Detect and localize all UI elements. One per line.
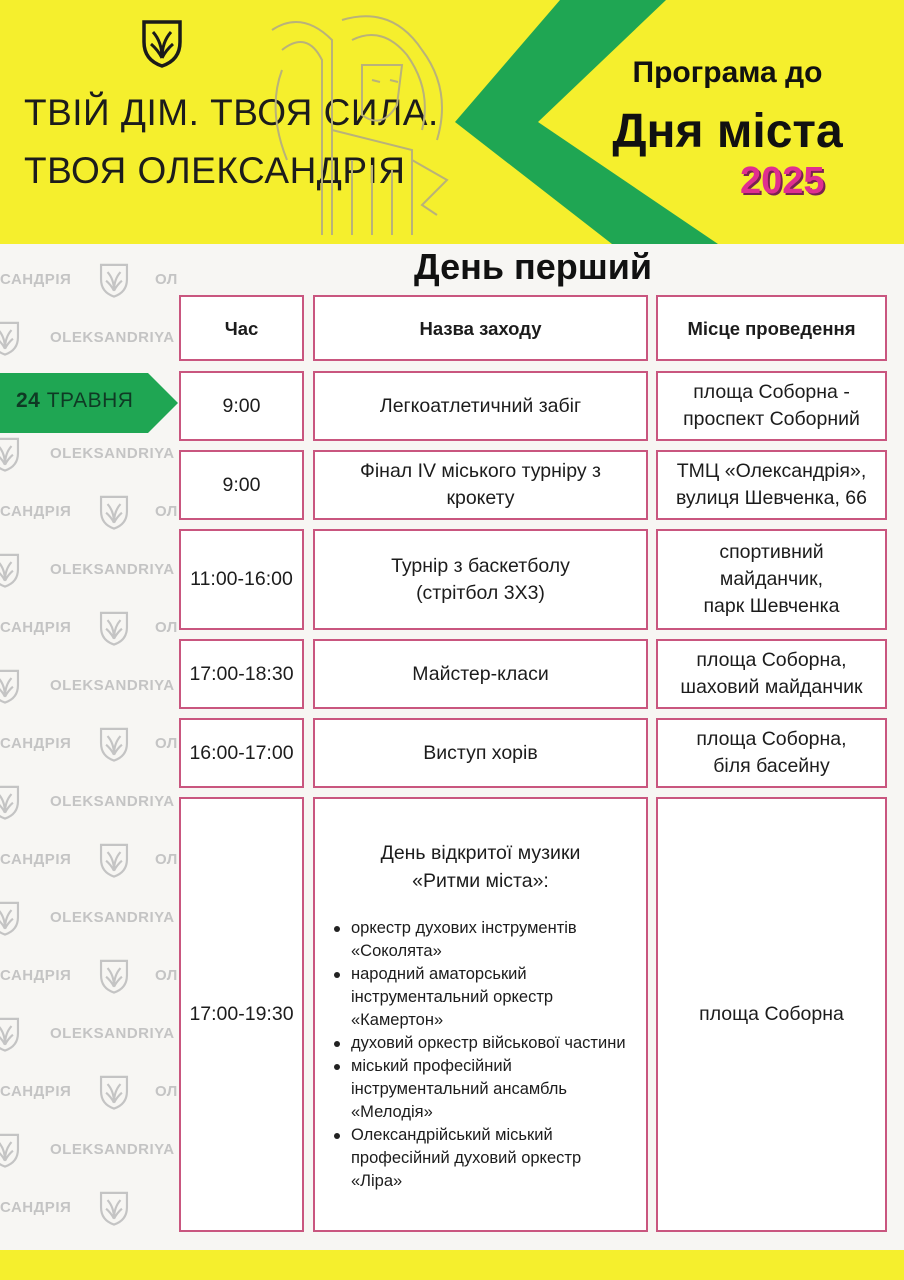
- watermark-logo-icon: [0, 784, 22, 820]
- table-cell-time: 9:00: [179, 371, 304, 441]
- music-event-title: День відкритої музики «Ритми міста»:: [380, 842, 581, 892]
- date-day: 24: [16, 389, 41, 412]
- list-item: народний аматорський інструментальний оркестр «Камертон»: [329, 963, 640, 1032]
- slogan-line-1: ТВІЙ ДІМ. ТВОЯ СИЛА.: [24, 92, 439, 133]
- table-cell-time: 16:00-17:00: [179, 718, 304, 788]
- line-art-portrait-decoration: [262, 10, 462, 235]
- watermark-text: OLEKSANDRIYA: [50, 793, 175, 810]
- watermark-text: ОЛ: [155, 735, 178, 752]
- watermark-text: ОЛ: [155, 967, 178, 984]
- list-item: оркестр духових інструментів «Соколята»: [329, 917, 640, 963]
- watermark-logo-icon: [97, 1190, 131, 1226]
- table-cell-event-music: [313, 797, 648, 1232]
- watermark-text: ОЛ: [155, 503, 178, 520]
- watermark-text: ОЛ: [155, 271, 178, 288]
- footer-bar: [0, 1250, 904, 1280]
- date-month: ТРАВНЯ: [46, 389, 134, 412]
- table-cell-time: 9:00: [179, 450, 304, 520]
- watermark-text: ОЛ: [155, 619, 178, 636]
- table-cell-place: площа Соборна, біля басейну: [656, 718, 887, 788]
- watermark-text: ОЛ: [155, 851, 178, 868]
- watermark-text: САНДРІЯ: [0, 271, 72, 288]
- table-header-event: Назва заходу: [313, 295, 648, 361]
- watermark-text: OLEKSANDRIYA: [50, 329, 175, 346]
- table-cell-time: 11:00-16:00: [179, 529, 304, 630]
- table-cell-event: Виступ хорів: [313, 718, 648, 788]
- date-label: [16, 389, 133, 413]
- watermark-logo-icon: [97, 610, 131, 646]
- table-cell-event: Турнір з баскетболу (стрітбол 3Х3): [313, 529, 648, 630]
- watermark-text: OLEKSANDRIYA: [50, 1025, 175, 1042]
- table-cell-event: Легкоатлетичний забіг: [313, 371, 648, 441]
- watermark-text: OLEKSANDRIYA: [50, 909, 175, 926]
- watermark-text: САНДРІЯ: [0, 851, 72, 868]
- watermark-text: OLEKSANDRIYA: [50, 561, 175, 578]
- watermark-text: САНДРІЯ: [0, 619, 72, 636]
- list-item: духовий оркестр військової частини: [329, 1032, 640, 1055]
- list-item: Олександрійський міський професійний духовий оркестр «Ліра»: [329, 1124, 640, 1193]
- watermark-logo-icon: [97, 842, 131, 878]
- table-cell-event: Фінал IV міського турніру з крокету: [313, 450, 648, 520]
- watermark-text: OLEKSANDRIYA: [50, 677, 175, 694]
- watermark-logo-icon: [97, 494, 131, 530]
- table-cell-event: Майстер-класи: [313, 639, 648, 709]
- table-cell-place: спортивний майданчик, парк Шевченка: [656, 529, 887, 630]
- list-item: міський професійний інструментальний ансамбль «Мелодія»: [329, 1055, 640, 1124]
- watermark-logo-icon: [0, 668, 22, 704]
- city-logo-icon: [140, 18, 184, 68]
- watermark-logo-icon: [97, 1074, 131, 1110]
- watermark-logo-icon: [0, 436, 22, 472]
- date-tag: [0, 373, 180, 433]
- program-title-line-1: Програма до: [632, 56, 823, 89]
- watermark-logo-icon: [97, 726, 131, 762]
- table-cell-place: площа Соборна - проспект Соборний: [656, 371, 887, 441]
- watermark-logo-icon: [0, 900, 22, 936]
- watermark-logo-icon: [0, 1132, 22, 1168]
- watermark-text: САНДРІЯ: [0, 1083, 72, 1100]
- table-cell-place: площа Соборна: [656, 797, 887, 1232]
- watermark-text: САНДРІЯ: [0, 1199, 72, 1216]
- watermark-text: САНДРІЯ: [0, 967, 72, 984]
- header-banner: [0, 0, 904, 244]
- table-header-time: Час: [179, 295, 304, 361]
- table-cell-time: 17:00-18:30: [179, 639, 304, 709]
- watermark-text: ОЛ: [155, 1083, 178, 1100]
- table-cell-place: площа Соборна, шаховий майданчик: [656, 639, 887, 709]
- watermark-text: САНДРІЯ: [0, 735, 72, 752]
- watermark-logo-icon: [0, 552, 22, 588]
- watermark-logo-icon: [0, 320, 22, 356]
- watermark-text: САНДРІЯ: [0, 503, 72, 520]
- watermark-logo-icon: [97, 262, 131, 298]
- watermark-text: OLEKSANDRIYA: [50, 1141, 175, 1158]
- watermark-logo-icon: [97, 958, 131, 994]
- program-year: 2025: [740, 160, 825, 202]
- watermark-text: OLEKSANDRIYA: [50, 445, 175, 462]
- table-header-place: Місце проведення: [656, 295, 887, 361]
- table-cell-place: ТМЦ «Олександрія», вулиця Шевченка, 66: [656, 450, 887, 520]
- table-cell-time: 17:00-19:30: [179, 797, 304, 1232]
- watermark-logo-icon: [0, 1016, 22, 1052]
- orchestra-list: [321, 917, 640, 1193]
- day-title: День перший: [413, 246, 652, 287]
- slogan-line-2: ТВОЯ ОЛЕКСАНДРІЯ: [24, 150, 406, 191]
- program-title-line-2: Дня міста: [612, 105, 843, 158]
